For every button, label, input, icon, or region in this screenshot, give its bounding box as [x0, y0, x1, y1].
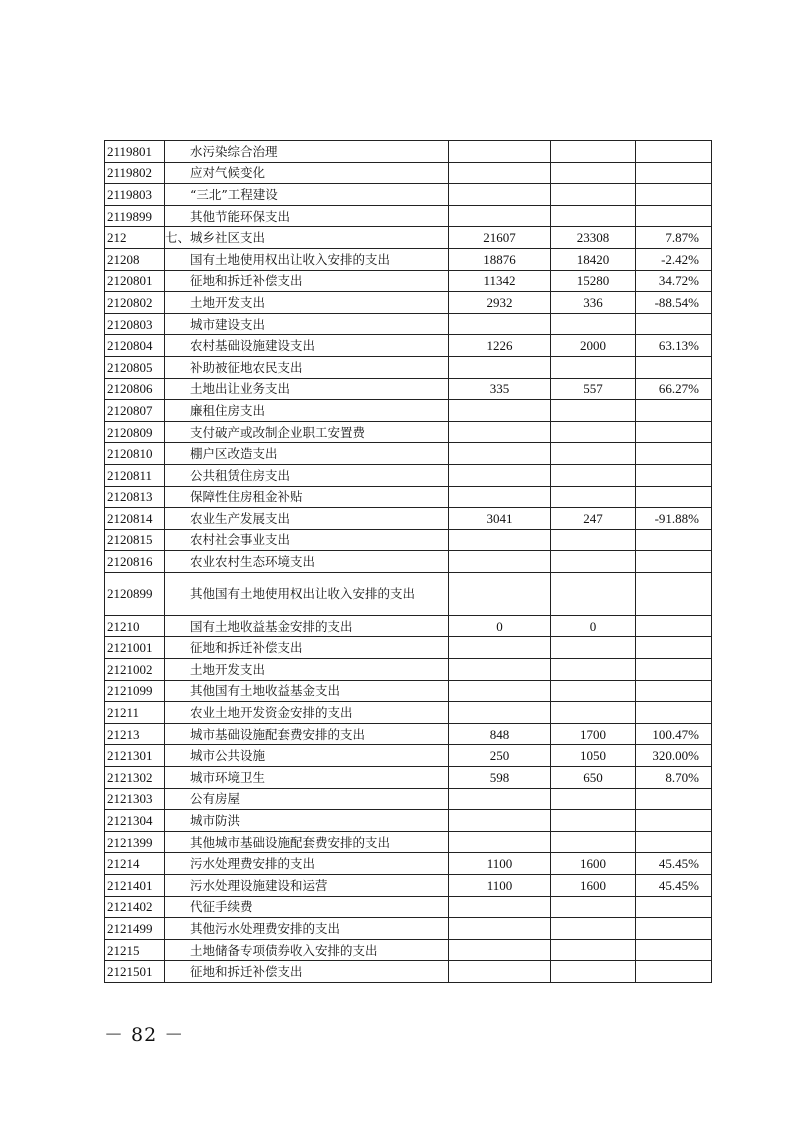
value-2020-cell — [551, 421, 636, 443]
table-row — [105, 184, 712, 206]
value-2019-cell: 3041 — [449, 508, 551, 530]
item-name-cell: 土地出让业务支出 — [165, 378, 449, 400]
item-name-cell: 土地开发支出 — [165, 659, 449, 681]
value-2019-cell — [449, 464, 551, 486]
value-2019-cell — [449, 939, 551, 961]
code-cell: 2120813 — [105, 486, 165, 508]
code-cell: 2120809 — [105, 421, 165, 443]
value-2020-cell — [551, 486, 636, 508]
table-row — [105, 356, 712, 378]
item-name-cell: 征地和拆迁补偿支出 — [165, 637, 449, 659]
table-row — [105, 723, 712, 745]
growth-rate-cell — [636, 659, 712, 681]
growth-rate-cell: -2.42% — [636, 248, 712, 270]
page-number: － 82 － — [104, 1024, 185, 1046]
item-name-cell: 其他污水处理费安排的支出 — [165, 918, 449, 940]
value-2020-cell — [551, 939, 636, 961]
table-row — [105, 421, 712, 443]
table-row — [105, 961, 712, 983]
item-name-cell: 农村社会事业支出 — [165, 529, 449, 551]
value-2020-cell — [551, 205, 636, 227]
growth-rate-cell — [636, 356, 712, 378]
value-2020-cell — [551, 313, 636, 335]
value-2019-cell — [449, 529, 551, 551]
table-row — [105, 248, 712, 270]
item-name-cell: 城市防洪 — [165, 810, 449, 832]
code-cell: 21214 — [105, 853, 165, 875]
growth-rate-cell — [636, 464, 712, 486]
growth-rate-cell — [636, 939, 712, 961]
table-row — [105, 853, 712, 875]
table-row — [105, 400, 712, 422]
value-2020-cell: 1700 — [551, 723, 636, 745]
growth-rate-cell: 320.00% — [636, 745, 712, 767]
item-name-cell: 农村基础设施建设支出 — [165, 335, 449, 357]
growth-rate-cell: 66.27% — [636, 378, 712, 400]
value-2019-cell — [449, 141, 551, 163]
value-2020-cell: 2000 — [551, 335, 636, 357]
value-2019-cell — [449, 680, 551, 702]
growth-rate-cell: 34.72% — [636, 270, 712, 292]
code-cell: 21215 — [105, 939, 165, 961]
value-2019-cell — [449, 421, 551, 443]
growth-rate-cell: -91.88% — [636, 508, 712, 530]
table-row — [105, 292, 712, 314]
growth-rate-cell — [636, 680, 712, 702]
value-2020-cell: 23308 — [551, 227, 636, 249]
code-cell: 2121401 — [105, 875, 165, 897]
growth-rate-cell: 7.87% — [636, 227, 712, 249]
code-cell: 21208 — [105, 248, 165, 270]
code-cell: 2121399 — [105, 831, 165, 853]
item-name-cell: 其他节能环保支出 — [165, 205, 449, 227]
table-row — [105, 745, 712, 767]
table-row — [105, 939, 712, 961]
table-row — [105, 529, 712, 551]
growth-rate-cell — [636, 961, 712, 983]
code-cell: 2119801 — [105, 141, 165, 163]
growth-rate-cell — [636, 486, 712, 508]
value-2019-cell — [449, 356, 551, 378]
value-2019-cell — [449, 551, 551, 573]
value-2019-cell — [449, 572, 551, 615]
table-row — [105, 896, 712, 918]
value-2019-cell — [449, 702, 551, 724]
table-row — [105, 551, 712, 573]
code-cell: 2121002 — [105, 659, 165, 681]
value-2019-cell: 21607 — [449, 227, 551, 249]
table-row — [105, 205, 712, 227]
growth-rate-cell — [636, 896, 712, 918]
growth-rate-cell — [636, 443, 712, 465]
table-row — [105, 486, 712, 508]
item-name-cell: 水污染综合治理 — [165, 141, 449, 163]
code-cell: 2120899 — [105, 572, 165, 615]
item-name-cell: 国有土地收益基金安排的支出 — [165, 615, 449, 637]
item-name-cell: “三北”工程建设 — [165, 184, 449, 206]
item-name-cell: 城市建设支出 — [165, 313, 449, 335]
growth-rate-cell — [636, 141, 712, 163]
item-name-cell: 代征手续费 — [165, 896, 449, 918]
value-2020-cell — [551, 788, 636, 810]
growth-rate-cell — [636, 529, 712, 551]
item-name-cell: 公共租赁住房支出 — [165, 464, 449, 486]
table-row — [105, 443, 712, 465]
value-2019-cell — [449, 810, 551, 832]
value-2019-cell: 18876 — [449, 248, 551, 270]
item-name-cell: 征地和拆迁补偿支出 — [165, 961, 449, 983]
growth-rate-cell — [636, 831, 712, 853]
item-name-cell: 土地开发支出 — [165, 292, 449, 314]
table-row — [105, 141, 712, 163]
value-2020-cell: 18420 — [551, 248, 636, 270]
growth-rate-cell: 8.70% — [636, 767, 712, 789]
item-name-cell: 城市环境卫生 — [165, 767, 449, 789]
code-cell: 2119803 — [105, 184, 165, 206]
table-row — [105, 335, 712, 357]
growth-rate-cell — [636, 162, 712, 184]
growth-rate-cell: 45.45% — [636, 853, 712, 875]
value-2020-cell: 557 — [551, 378, 636, 400]
value-2019-cell — [449, 637, 551, 659]
value-2019-cell — [449, 896, 551, 918]
item-name-cell: 保障性住房租金补贴 — [165, 486, 449, 508]
code-cell: 212 — [105, 227, 165, 249]
table-row — [105, 572, 712, 615]
table-row — [105, 615, 712, 637]
growth-rate-cell — [636, 313, 712, 335]
growth-rate-cell: -88.54% — [636, 292, 712, 314]
table-row — [105, 313, 712, 335]
table-row — [105, 637, 712, 659]
value-2020-cell — [551, 659, 636, 681]
table-row — [105, 464, 712, 486]
code-cell: 2120802 — [105, 292, 165, 314]
growth-rate-cell — [636, 184, 712, 206]
item-name-cell: 污水处理设施建设和运营 — [165, 875, 449, 897]
value-2019-cell: 848 — [449, 723, 551, 745]
table-row — [105, 918, 712, 940]
growth-rate-cell — [636, 551, 712, 573]
table-row — [105, 659, 712, 681]
value-2020-cell — [551, 184, 636, 206]
item-name-cell: 农业生产发展支出 — [165, 508, 449, 530]
code-cell: 2120803 — [105, 313, 165, 335]
table-row — [105, 680, 712, 702]
code-cell: 2119802 — [105, 162, 165, 184]
item-name-cell: 其他国有土地收益基金支出 — [165, 680, 449, 702]
value-2020-cell — [551, 464, 636, 486]
table-row — [105, 270, 712, 292]
value-2019-cell — [449, 918, 551, 940]
growth-rate-cell — [636, 400, 712, 422]
value-2020-cell — [551, 918, 636, 940]
code-cell: 2121001 — [105, 637, 165, 659]
item-name-cell: 其他国有土地使用权出让收入安排的支出 — [165, 572, 449, 615]
table-row — [105, 702, 712, 724]
value-2019-cell — [449, 486, 551, 508]
growth-rate-cell — [636, 615, 712, 637]
item-name-cell: 农业农村生态环境支出 — [165, 551, 449, 573]
growth-rate-cell — [636, 810, 712, 832]
item-name-cell: 补助被征地农民支出 — [165, 356, 449, 378]
code-cell: 2120804 — [105, 335, 165, 357]
code-cell: 2120816 — [105, 551, 165, 573]
table-row — [105, 875, 712, 897]
table-row — [105, 162, 712, 184]
code-cell: 2120805 — [105, 356, 165, 378]
value-2020-cell — [551, 961, 636, 983]
value-2019-cell: 1226 — [449, 335, 551, 357]
value-2020-cell: 650 — [551, 767, 636, 789]
item-name-cell: 棚户区改造支出 — [165, 443, 449, 465]
code-cell: 2120807 — [105, 400, 165, 422]
code-cell: 2119899 — [105, 205, 165, 227]
growth-rate-cell — [636, 788, 712, 810]
value-2019-cell: 1100 — [449, 853, 551, 875]
code-cell: 2121501 — [105, 961, 165, 983]
code-cell: 2120814 — [105, 508, 165, 530]
value-2019-cell: 335 — [449, 378, 551, 400]
value-2019-cell — [449, 205, 551, 227]
value-2019-cell: 0 — [449, 615, 551, 637]
value-2019-cell: 250 — [449, 745, 551, 767]
value-2020-cell — [551, 831, 636, 853]
growth-rate-cell — [636, 572, 712, 615]
growth-rate-cell — [636, 205, 712, 227]
value-2020-cell: 15280 — [551, 270, 636, 292]
growth-rate-cell — [636, 637, 712, 659]
value-2019-cell — [449, 961, 551, 983]
code-cell: 2121301 — [105, 745, 165, 767]
value-2020-cell: 336 — [551, 292, 636, 314]
value-2019-cell — [449, 162, 551, 184]
value-2019-cell — [449, 788, 551, 810]
item-name-cell: 支付破产或改制企业职工安置费 — [165, 421, 449, 443]
value-2019-cell: 598 — [449, 767, 551, 789]
item-name-cell: 其他城市基础设施配套费安排的支出 — [165, 831, 449, 853]
value-2020-cell — [551, 810, 636, 832]
code-cell: 2121099 — [105, 680, 165, 702]
growth-rate-cell — [636, 918, 712, 940]
table-row — [105, 378, 712, 400]
code-cell: 2121304 — [105, 810, 165, 832]
value-2020-cell — [551, 702, 636, 724]
code-cell: 2121499 — [105, 918, 165, 940]
code-cell: 21210 — [105, 615, 165, 637]
value-2020-cell: 1050 — [551, 745, 636, 767]
value-2020-cell — [551, 637, 636, 659]
value-2020-cell — [551, 896, 636, 918]
value-2020-cell: 1600 — [551, 875, 636, 897]
code-cell: 2120810 — [105, 443, 165, 465]
item-name-cell: 七、城乡社区支出 — [165, 227, 449, 249]
value-2020-cell: 1600 — [551, 853, 636, 875]
code-cell: 2121302 — [105, 767, 165, 789]
code-cell: 2120806 — [105, 378, 165, 400]
growth-rate-cell — [636, 702, 712, 724]
table-body — [105, 141, 712, 983]
growth-rate-cell: 63.13% — [636, 335, 712, 357]
code-cell: 2121303 — [105, 788, 165, 810]
value-2020-cell — [551, 162, 636, 184]
table-row — [105, 788, 712, 810]
value-2019-cell: 11342 — [449, 270, 551, 292]
value-2020-cell — [551, 356, 636, 378]
value-2020-cell — [551, 443, 636, 465]
value-2020-cell — [551, 572, 636, 615]
item-name-cell: 应对气候变化 — [165, 162, 449, 184]
growth-rate-cell: 45.45% — [636, 875, 712, 897]
value-2020-cell: 247 — [551, 508, 636, 530]
code-cell: 2120801 — [105, 270, 165, 292]
value-2019-cell — [449, 400, 551, 422]
item-name-cell: 征地和拆迁补偿支出 — [165, 270, 449, 292]
value-2020-cell — [551, 529, 636, 551]
code-cell: 21213 — [105, 723, 165, 745]
item-name-cell: 公有房屋 — [165, 788, 449, 810]
growth-rate-cell: 100.47% — [636, 723, 712, 745]
value-2019-cell — [449, 831, 551, 853]
value-2020-cell: 0 — [551, 615, 636, 637]
table-row — [105, 227, 712, 249]
value-2020-cell — [551, 141, 636, 163]
table-row — [105, 767, 712, 789]
table-row — [105, 831, 712, 853]
value-2019-cell: 2932 — [449, 292, 551, 314]
value-2019-cell: 1100 — [449, 875, 551, 897]
item-name-cell: 廉租住房支出 — [165, 400, 449, 422]
value-2019-cell — [449, 659, 551, 681]
table-row — [105, 508, 712, 530]
item-name-cell: 城市基础设施配套费安排的支出 — [165, 723, 449, 745]
budget-expenditure-table — [104, 140, 712, 983]
value-2019-cell — [449, 184, 551, 206]
value-2019-cell — [449, 443, 551, 465]
code-cell: 2121402 — [105, 896, 165, 918]
item-name-cell: 污水处理费安排的支出 — [165, 853, 449, 875]
value-2020-cell — [551, 551, 636, 573]
value-2020-cell — [551, 680, 636, 702]
value-2019-cell — [449, 313, 551, 335]
table-row — [105, 810, 712, 832]
item-name-cell: 农业土地开发资金安排的支出 — [165, 702, 449, 724]
code-cell: 21211 — [105, 702, 165, 724]
item-name-cell: 国有土地使用权出让收入安排的支出 — [165, 248, 449, 270]
item-name-cell: 土地储备专项债券收入安排的支出 — [165, 939, 449, 961]
code-cell: 2120815 — [105, 529, 165, 551]
code-cell: 2120811 — [105, 464, 165, 486]
growth-rate-cell — [636, 421, 712, 443]
item-name-cell: 城市公共设施 — [165, 745, 449, 767]
value-2020-cell — [551, 400, 636, 422]
